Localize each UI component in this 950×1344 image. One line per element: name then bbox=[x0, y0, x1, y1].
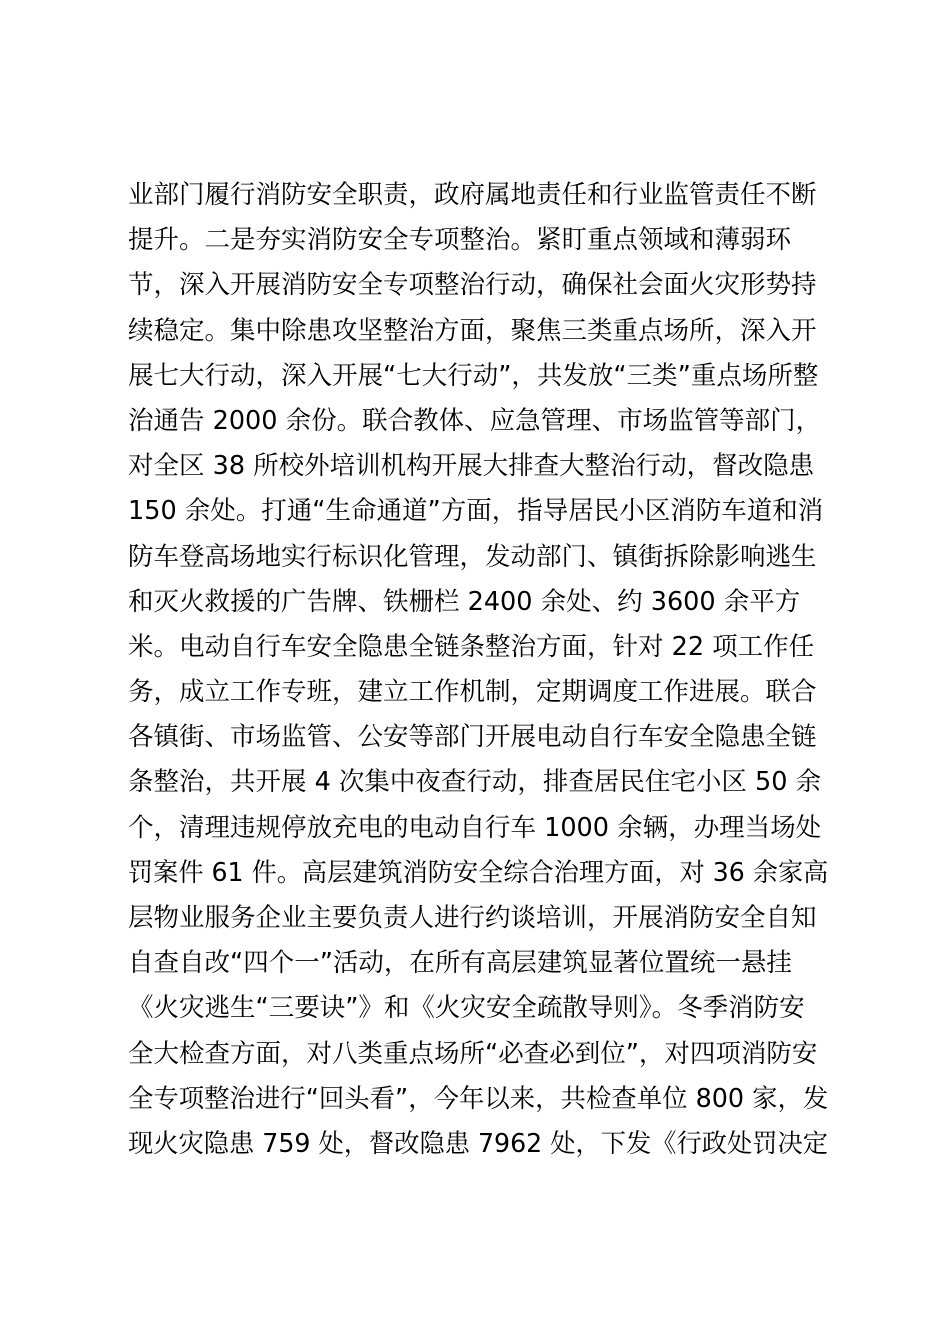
text-line: 对全区 38 所校外培训机构开展大排查大整治行动，督改隐患 bbox=[128, 451, 815, 482]
text-line: 150 余处。打通“生命通道”方面，指导居民小区消防车道和消 bbox=[128, 496, 824, 527]
text-line: 业部门履行消防安全职责，政府属地责任和行业监管责任不断 bbox=[128, 180, 817, 210]
text-line: 提升。二是夯实消防安全专项整治。紧盯重点领域和薄弱环 bbox=[128, 225, 792, 256]
text-line: 和灭火救援的广告牌、铁栅栏 2400 余处、约 3600 余平方 bbox=[128, 586, 801, 617]
text-line: 防车登高场地实行标识化管理，发动部门、镇街拆除影响逃生 bbox=[128, 541, 817, 572]
text-line: 全专项整治进行“回头看”，今年以来，共检查单位 800 家，发 bbox=[128, 1083, 829, 1114]
body-paragraph bbox=[128, 173, 828, 1167]
text-line: 自查自改“四个一”活动，在所有高层建筑显著位置统一悬挂 bbox=[128, 948, 792, 979]
text-line: 务，成立工作专班，建立工作机制，定期调度工作进展。联合 bbox=[128, 677, 817, 708]
text-line: 节，深入开展消防安全专项整治行动，确保社会面火灾形势持 bbox=[128, 270, 817, 301]
text-line: 治通告 2000 余份。联合教体、应急管理、市场监管等部门， bbox=[128, 405, 822, 436]
text-line: 各镇街、市场监管、公安等部门开展电动自行车安全隐患全链 bbox=[128, 722, 817, 753]
text-line: 《火灾逃生“三要诀”》和《火灾安全疏散导则》。冬季消防安 bbox=[128, 993, 805, 1024]
text-line: 全大检查方面，对八类重点场所“必查必到位”，对四项消防安 bbox=[128, 1038, 818, 1069]
text-line: 米。电动自行车安全隐患全链条整治方面，针对 22 项工作任 bbox=[128, 631, 815, 662]
text-line: 续稳定。集中除患攻坚整治方面，聚焦三类重点场所，深入开 bbox=[128, 315, 817, 346]
text-line: 层物业服务企业主要负责人进行约谈培训，开展消防安全自知 bbox=[128, 903, 817, 933]
text-line: 现火灾隐患 759 处，督改隐患 7962 处，下发《行政处罚决定 bbox=[128, 1128, 829, 1159]
text-line: 个，清理违规停放充电的电动自行车 1000 余辆，办理当场处 bbox=[128, 812, 822, 843]
text-line: 展七大行动，深入开展“七大行动”，共发放“三类”重点场所整 bbox=[128, 360, 819, 391]
text-line: 罚案件 61 件。高层建筑消防安全综合治理方面，对 36 余家高 bbox=[128, 857, 829, 888]
text-line: 条整治，共开展 4 次集中夜查行动，排查居民住宅小区 50 余 bbox=[128, 767, 822, 798]
